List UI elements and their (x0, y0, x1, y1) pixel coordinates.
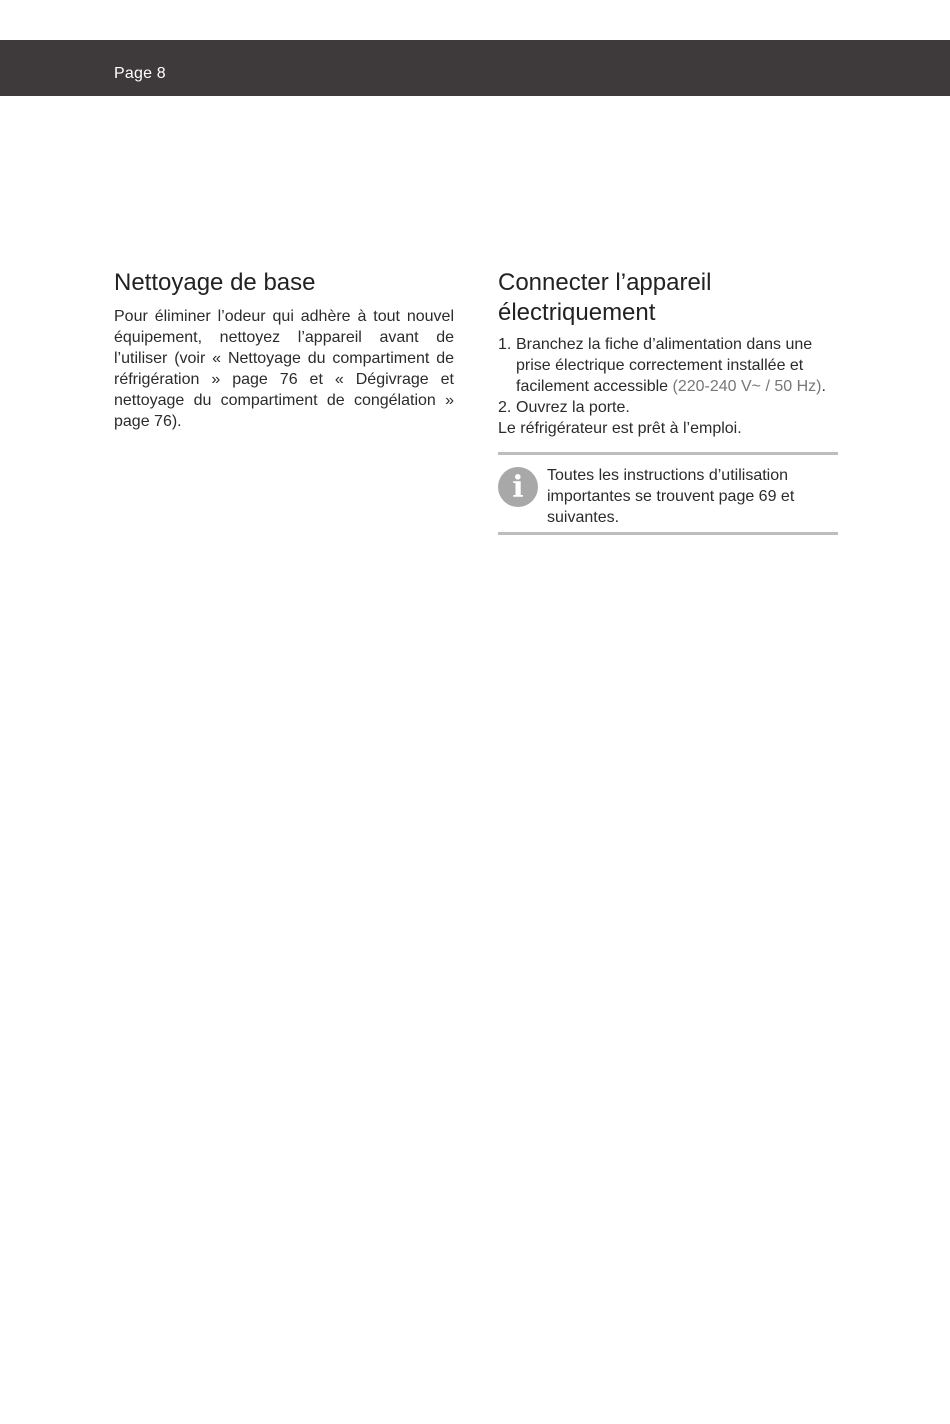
info-icon (498, 467, 538, 507)
info-icon-glyph: i (512, 469, 524, 505)
step-text: Ouvrez la porte. (516, 399, 630, 416)
basic-cleaning-section (114, 268, 454, 432)
step-item (498, 334, 838, 397)
step-suffix: . (821, 378, 826, 395)
basic-cleaning-title: Nettoyage de base (114, 269, 316, 296)
step-number: 2. (498, 399, 512, 416)
electrical-connection-section (498, 268, 838, 535)
voltage-spec: (220-240 V~ / 50 Hz) (672, 378, 822, 395)
header-bar (0, 40, 950, 96)
step-number: 1. (498, 336, 512, 353)
page-number: Page 8 (114, 65, 166, 82)
electrical-connection-title: Connecter l’appareil électriquement (498, 269, 712, 326)
step-text: Branchez la fiche d’alimentation dans une prise électrique correctement installée et facilement accessible (516, 336, 813, 395)
info-note (498, 452, 838, 535)
result-text: Le réfrigérateur est prêt à l’emploi. (498, 420, 742, 437)
info-note-text: Toutes les instructions d’utilisation importantes se trouvent page 69 et suivantes. (547, 467, 795, 526)
connection-steps-list (498, 334, 838, 418)
basic-cleaning-paragraph: Pour éliminer l’odeur qui adhère à tout nouvel équipement, nettoyez l’appareil avant de l’utiliser (voir « Nettoyage du compartiment de réfrigération » page 76 et « Dégivrage et nettoyage du compartiment de congélation » page 76). (114, 308, 454, 430)
step-item (498, 397, 838, 418)
